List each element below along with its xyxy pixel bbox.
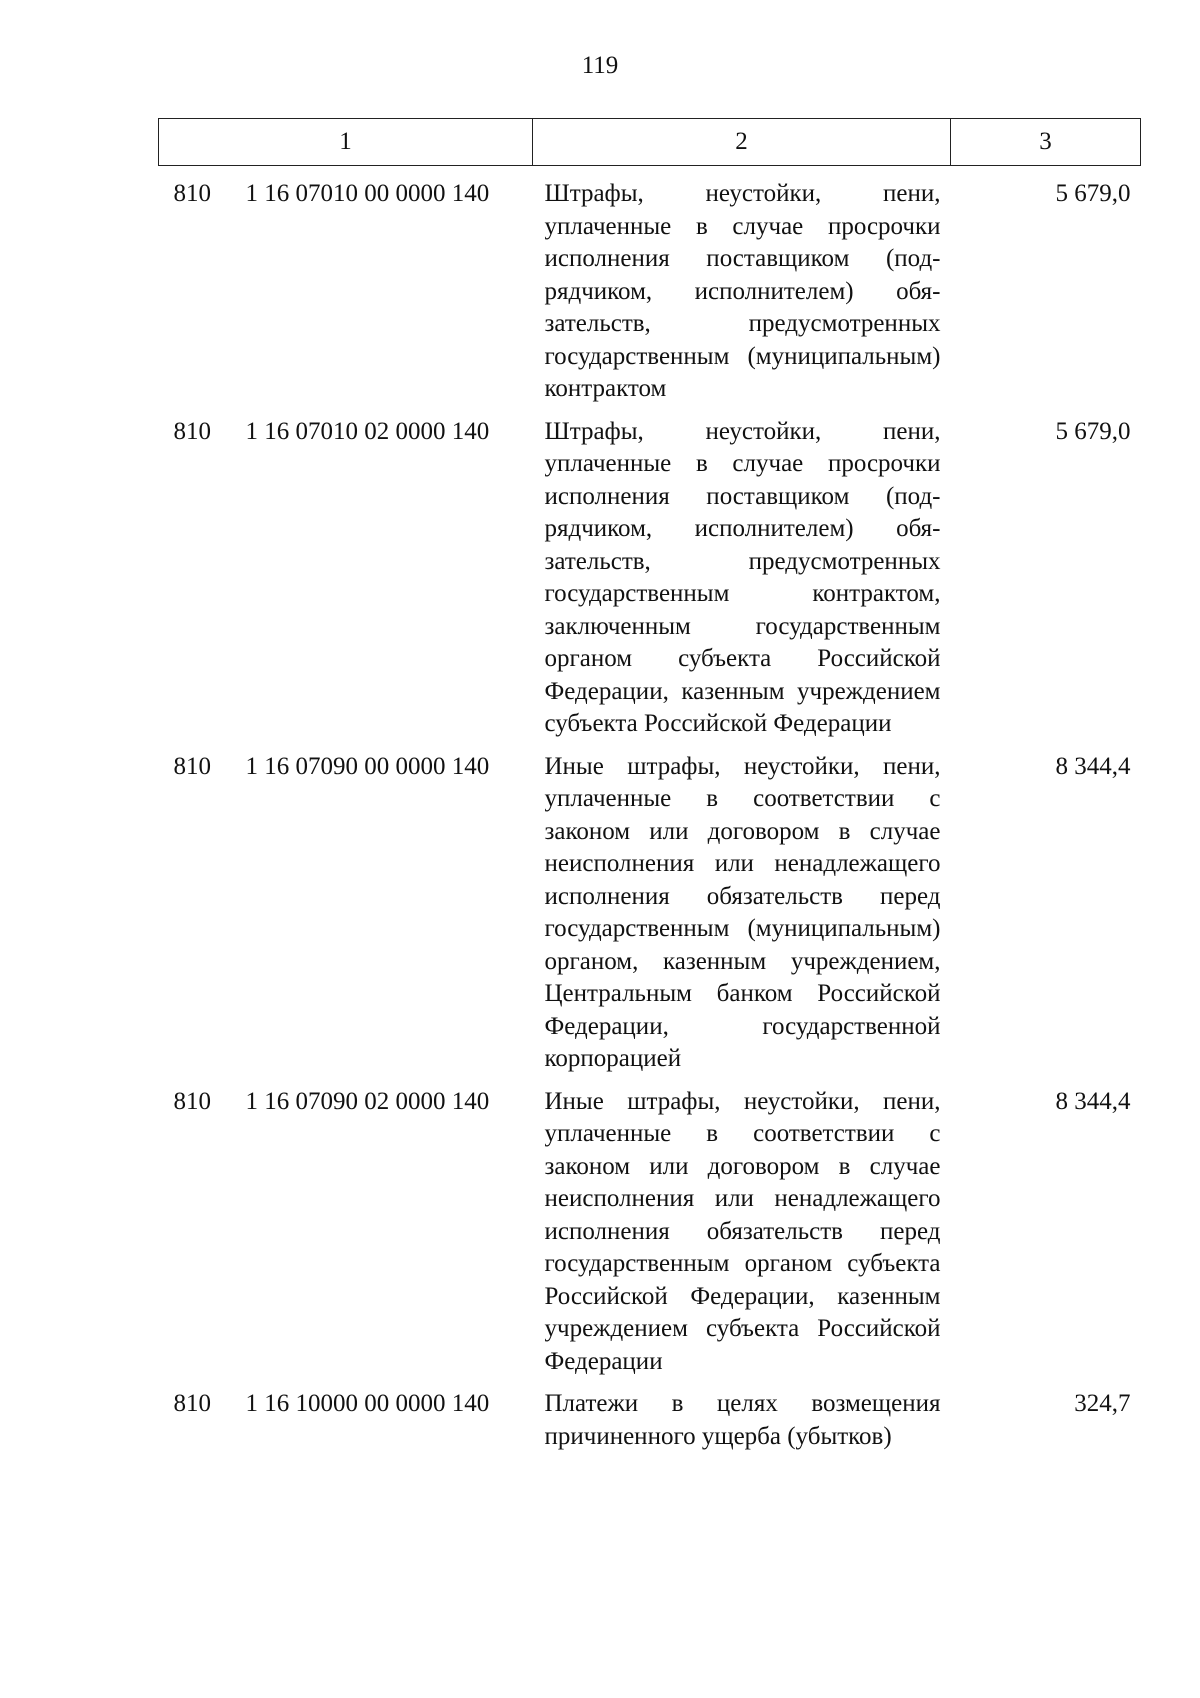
column-header-3: 3 xyxy=(951,119,1141,166)
column-header-2: 2 xyxy=(533,119,951,166)
table-row xyxy=(159,406,1141,741)
admin-code: 810 xyxy=(173,417,211,445)
code-cell xyxy=(159,741,533,1076)
description-cell: Платежи в целях возмещения причиненного ущерба (убытков) xyxy=(544,1390,941,1450)
description-cell: Штрафы, неустойки, пени, уплаченные в случае просрочки исполнения поставщиком (подрядчиком, исполнителем) обязательств, предусмотренных государственным контрактом, заключенным государственным органом субъекта Российской Федерации, казенным учреждением субъекта Российской Федерации xyxy=(544,417,941,737)
revenue-code: 1 16 07010 02 0000 140 xyxy=(245,417,490,445)
code-cell xyxy=(159,406,533,741)
amount-cell: 5 679,0 xyxy=(1055,180,1131,207)
admin-code: 810 xyxy=(173,180,211,207)
amount-cell: 8 344,4 xyxy=(1055,1087,1131,1115)
revenue-code: 1 16 07090 02 0000 140 xyxy=(245,1087,490,1115)
description-cell: Иные штрафы, неустойки, пени, уплаченные в соответствии с законом или договором в случае неисполнения или ненадлежащего исполнения обязательств перед государственным (муниципальным) органом, казенным учреждением, Центральным банком Российской Федерации, государственной корпорацией xyxy=(544,752,941,1072)
budget-revenue-table xyxy=(158,118,1141,1453)
amount-cell: 5 679,0 xyxy=(1055,417,1131,445)
table-body xyxy=(159,166,1141,1454)
description-cell: Штрафы, неустойки, пени, уплаченные в случае просрочки исполнения поставщиком (подрядчиком, исполнителем) обязательств, предусмотренных государственным (муниципальным) контрактом xyxy=(544,180,941,402)
table-header-row xyxy=(159,119,1141,166)
description-cell: Иные штрафы, неустойки, пени, уплаченные в соответствии с законом или договором в случае неисполнения или ненадлежащего исполнения обязательств перед государственным органом субъекта Российской Федерации, казенным учреждением субъекта Российской Федерации xyxy=(544,1087,941,1375)
admin-code: 810 xyxy=(173,1087,211,1115)
code-cell xyxy=(159,1076,533,1379)
table-row xyxy=(159,166,1141,406)
table-row xyxy=(159,741,1141,1076)
page-number: 119 xyxy=(581,52,619,79)
amount-cell: 8 344,4 xyxy=(1055,752,1131,780)
admin-code: 810 xyxy=(173,1390,211,1417)
table-header xyxy=(159,119,1141,166)
table-row xyxy=(159,1378,1141,1453)
revenue-code: 1 16 07010 00 0000 140 xyxy=(245,180,490,207)
column-header-1: 1 xyxy=(159,119,533,166)
admin-code: 810 xyxy=(173,752,211,780)
revenue-code: 1 16 10000 00 0000 140 xyxy=(245,1390,490,1417)
code-cell xyxy=(159,1378,533,1453)
code-cell xyxy=(159,166,533,406)
revenue-code: 1 16 07090 00 0000 140 xyxy=(245,752,490,780)
table-row xyxy=(159,1076,1141,1379)
amount-cell: 324,7 xyxy=(1074,1390,1131,1417)
